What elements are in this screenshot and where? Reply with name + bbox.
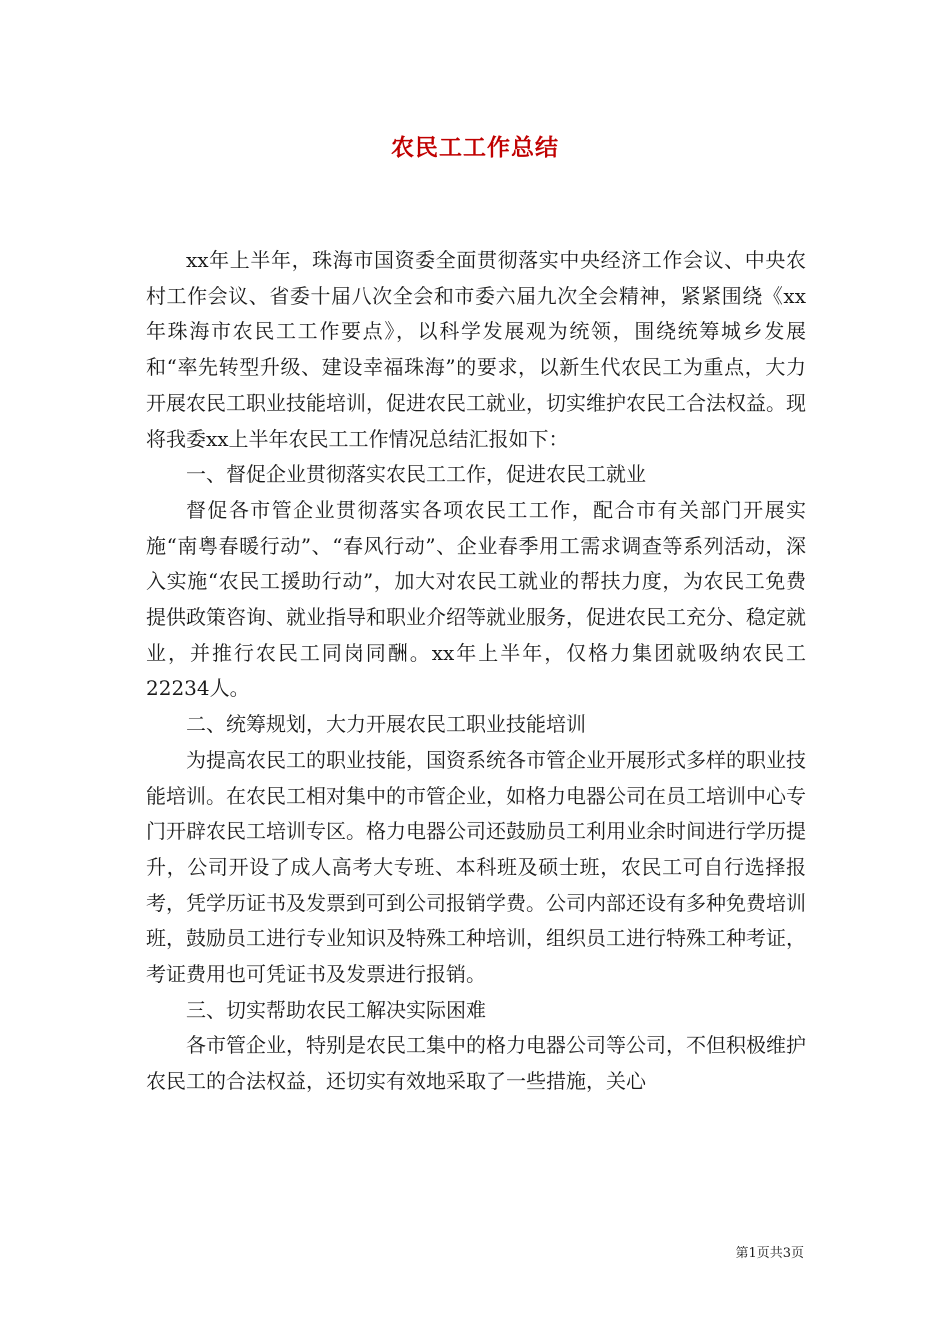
page-number-footer: 第1页共3页 (735, 1246, 804, 1261)
document-body (146, 243, 806, 1100)
section-heading-3: 三、切实帮助农民工解决实际困难 (186, 997, 486, 1022)
paragraph-section-3: 各市管企业，特别是农民工集中的格力电器公司等公司，不但积极维护农民工的合法权益，还切实有效地采取了一些措施，关心 (146, 1033, 806, 1094)
document-title: 农民工工作总结 (391, 134, 559, 161)
paragraph-section-1: 督促各市管企业贯彻落实各项农民工工作，配合市有关部门开展实施“南粤春暖行动”、“春风行动”、企业春季用工需求调查等系列活动，深入实施“农民工援助行动”，加大对农民工就业的帮扶力度，为农民工免费提供政策咨询、就业指导和职业介绍等就业服务，促进农民工充分、稳定就业，并推行农民工同岗同酬。xx年上半年，仅格力集团就吸纳农民工22234人。 (146, 497, 806, 701)
section-heading-2: 二、统筹规划，大力开展农民工职业技能培训 (186, 712, 586, 737)
paragraph-section-2: 为提高农民工的职业技能，国资系统各市管企业开展形式多样的职业技能培训。在农民工相对集中的市管企业，如格力电器公司在员工培训中心专门开辟农民工培训专区。格力电器公司还鼓励员工利用业余时间进行学历提升，公司开设了成人高考大专班、本科班及硕士班，农民工可自行选择报考，凭学历证书及发票到可到公司报销学费。公司内部还设有多种免费培训班，鼓励员工进行专业知识及特殊工种培训，组织员工进行特殊工种考证，考证费用也可凭证书及发票进行报销。 (146, 747, 806, 987)
paragraph-intro: xx年上半年，珠海市国资委全面贯彻落实中央经济工作会议、中央农村工作会议、省委十届八次全会和市委六届九次全会精神，紧紧围绕《xx年珠海市农民工工作要点》，以科学发展观为统领，围绕统筹城乡发展和“率先转型升级、建设幸福珠海”的要求，以新生代农民工为重点，大力开展农民工职业技能培训，促进农民工就业，切实维护农民工合法权益。现将我委xx上半年农民工工作情况总结汇报如下： (146, 248, 806, 451)
section-heading-1: 一、督促企业贯彻落实农民工工作，促进农民工就业 (186, 462, 646, 487)
